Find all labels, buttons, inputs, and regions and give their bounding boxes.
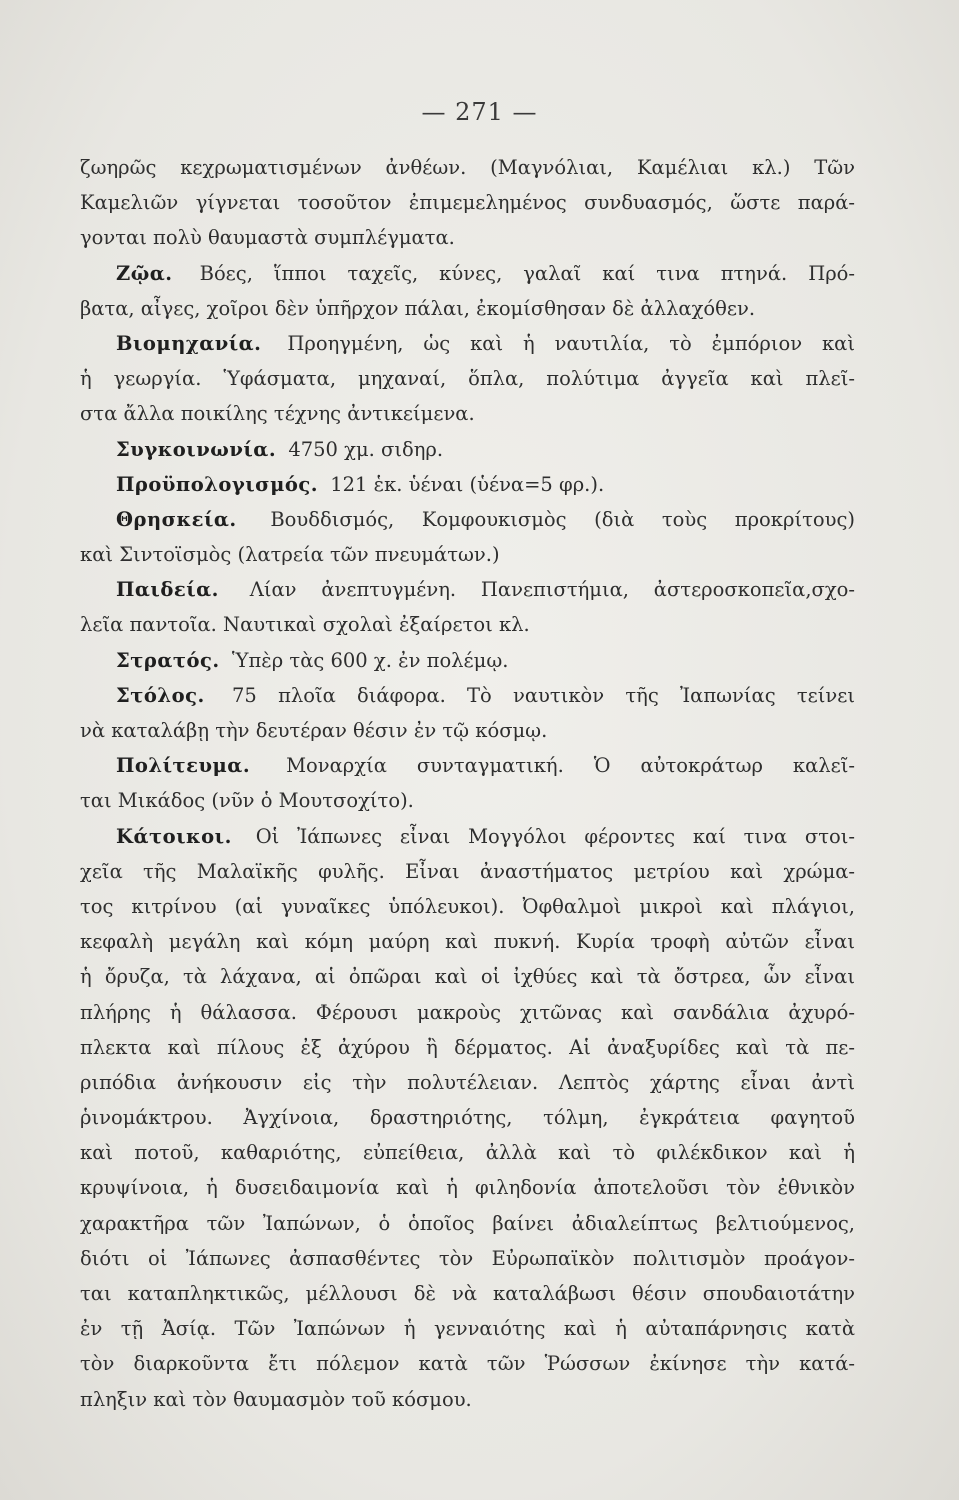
line-text: ἡ ὄρυζα, τὰ λάχανα, αἱ ὀπῶραι καὶ οἱ ἰχθύες καὶ τὰ ὄστρεα, ὧν εἶναι [80,965,855,989]
line-text: γονται πολὺ θαυμαστὰ συμπλέγματα. [80,226,455,250]
line-text: χαρακτῆρα τῶν Ἰαπώνων, ὁ ὁποῖος βαίνει ἀδιαλείπτως βελτιούμενος, [80,1211,855,1235]
section-heading: Στρατός. [116,648,220,672]
line-text: Μοναρχία συνταγματική. Ὁ αὐτοκράτωρ καλεῖ- [286,754,855,778]
text-line [80,537,855,572]
line-text: ται καταπληκτικῶς, μέλλουσι δὲ νὰ καταλάβωσι θέσιν σπουδαιοτάτην [80,1282,855,1305]
line-text: ζωηρῶς κεχρωματισμένων ἀνθέων. (Μαγνόλιαι, Καμέλιαι κλ.) Τῶν [80,156,855,179]
text-line [80,1170,855,1205]
text-line [80,1065,855,1100]
text-line [80,1100,855,1135]
text-line [80,396,855,431]
line-text: ἡ γεωργία. Ὑφάσματα, μηχαναί, ὅπλα, πολύτιμα ἀγγεῖα καὶ πλεῖ- [80,367,855,391]
line-text: Βουδδισμός, Κομφουκισμὸς (διὰ τοὺς προκρίτους) [270,507,855,531]
line-text: λεῖα παντοῖα. Ναυτικαὶ σχολαὶ ἐξαίρετοι κλ. [80,613,530,637]
line-text: Προηγμένη, ὡς καὶ ἡ ναυτιλία, τὸ ἐμπόριον καὶ [287,331,855,355]
line-text: νὰ καταλάβῃ τὴν δευτέραν θέσιν ἐν τῷ κόσμῳ. [80,719,548,742]
section-heading: Προϋπολογισμός. [116,472,319,496]
line-text: κρυψίνοια, ἡ δυσειδαιμονία καὶ ἡ φιληδονία ἀποτελοῦσι τὸν ἐθνικὸν [80,1176,855,1200]
line-text: καὶ Σιντοϊσμὸς (λατρεία τῶν πνευμάτων.) [80,543,500,567]
text-line [80,361,855,396]
text-line [80,1382,855,1417]
text-line [80,713,855,748]
section-heading: Στόλος. [116,683,205,707]
line-text: Βόες, ἵπποι ταχεῖς, κύνες, γαλαῖ καί τινα πτηνά. Πρό- [199,261,855,285]
text-line [80,1311,855,1346]
line-text: 121 ἑκ. ὑέναι (ὑένα=5 φρ.). [330,472,605,496]
text-line [80,185,855,220]
section-heading: Πολίτευμα. [116,754,251,778]
line-text: ῥινομάκτρου. Ἀγχίνοια, δραστηριότης, τόλμη, ἐγκράτεια φαγητοῦ [80,1106,855,1130]
text-line [80,889,855,924]
line-text: 4750 χμ. σιδηρ. [288,437,444,461]
text-line [80,1206,855,1241]
line-text: καὶ ποτοῦ, καθαριότης, εὐπείθεια, ἀλλὰ καὶ τὸ φιλέκδικον καὶ ἡ [80,1141,855,1165]
section-heading: Βιομηχανία. [116,331,262,355]
line-text: τὸν διαρκοῦντα ἔτι πόλεμον κατὰ τῶν Ῥώσσων ἐκίνησε τὴν κατά- [80,1352,855,1376]
line-text: πλεκτα καὶ πίλους ἐξ ἀχύρου ἢ δέρματος. Αἱ ἀναξυρίδες καὶ τὰ πε- [80,1035,855,1059]
text-line [80,1241,855,1276]
page-number: — 271 — [421,98,538,126]
line-text: τος κιτρίνου (αἱ γυναῖκες ὑπόλευκοι). Ὀφθαλμοὶ μικροὶ καὶ πλάγιοι, [80,894,855,918]
section-heading: Κάτοικοι. [116,824,232,848]
text-line [80,678,855,713]
section-heading: Θρησκεία. [116,507,237,531]
line-text: 75 πλοῖα διάφορα. Τὸ ναυτικὸν τῆς Ἰαπωνίας τείνει [232,683,855,707]
line-text: πληξιν καὶ τὸν θαυμασμὸν τοῦ κόσμου. [80,1387,472,1411]
line-text: βατα, αἶγες, χοῖροι δὲν ὑπῆρχον πάλαι, ἐκομίσθησαν δὲ ἀλλαχόθεν. [80,296,756,320]
text-line [80,256,855,291]
line-text: ἐν τῇ Ἀσίᾳ. Τῶν Ἰαπώνων ἡ γενναιότης καὶ ἡ αὐταπάρνησις κατὰ [80,1317,855,1341]
text-line [80,291,855,326]
text-line [80,326,855,361]
text-line [80,748,855,783]
text-line [80,607,855,642]
text-line [80,1346,855,1381]
line-text: στα ἄλλα ποικίλης τέχνης ἀντικείμενα. [80,402,475,426]
text-line [80,959,855,994]
line-text: διότι οἱ Ἰάπωνες ἀσπασθέντες τὸν Εὐρωπαϊκὸν πολιτισμὸν προάγον- [80,1246,855,1270]
line-text: ται Μικάδος (νῦν ὁ Μουτσοχίτο). [80,789,414,813]
line-text: Καμελιῶν γίγνεται τοσοῦτον ἐπιμεμελημένος συνδυασμός, ὥστε παρά- [80,191,855,215]
section-heading: Συγκοινωνία. [116,437,277,461]
text-line [80,467,855,502]
line-text: κεφαλὴ μεγάλη καὶ κόμη μαύρη καὶ πυκνή. Κυρία τροφὴ αὐτῶν εἶναι [80,930,855,954]
text-line [80,643,855,678]
line-text: πλήρης ἡ θάλασσα. Φέρουσι μακροὺς χιτῶνας καὶ σανδάλια ἀχυρό- [80,1000,855,1024]
text-line [80,1135,855,1170]
text-line [80,924,855,959]
line-text: χεῖα τῆς Μαλαϊκῆς φυλῆς. Εἶναι ἀναστήματος μετρίου καὶ χρώμα- [80,859,855,883]
text-line [80,995,855,1030]
line-text: ριπόδια ἀνήκουσιν εἰς τὴν πολυτέλειαν. Λεπτὸς χάρτης εἶναι ἀντὶ [80,1070,855,1094]
line-text: Λίαν ἀνεπτυγμένη. Πανεπιστήμια, ἀστεροσκοπεῖα,σχο- [249,578,855,602]
text-line [80,220,855,255]
text-line [80,854,855,889]
text-line [80,572,855,607]
section-heading: Ζῷα. [116,261,173,285]
text-line [80,783,855,818]
text-line [80,150,855,185]
line-text: Ὑπὲρ τὰς 600 χ. ἐν πολέμῳ. [231,648,509,672]
body-text [80,150,855,1417]
text-line [80,1030,855,1065]
text-line [80,432,855,467]
section-heading: Παιδεία. [116,578,219,602]
text-line [80,502,855,537]
text-line [80,1276,855,1311]
text-line [80,819,855,854]
line-text: Οἱ Ἰάπωνες εἶναι Μογγόλοι φέροντες καί τινα στοι- [255,824,855,848]
